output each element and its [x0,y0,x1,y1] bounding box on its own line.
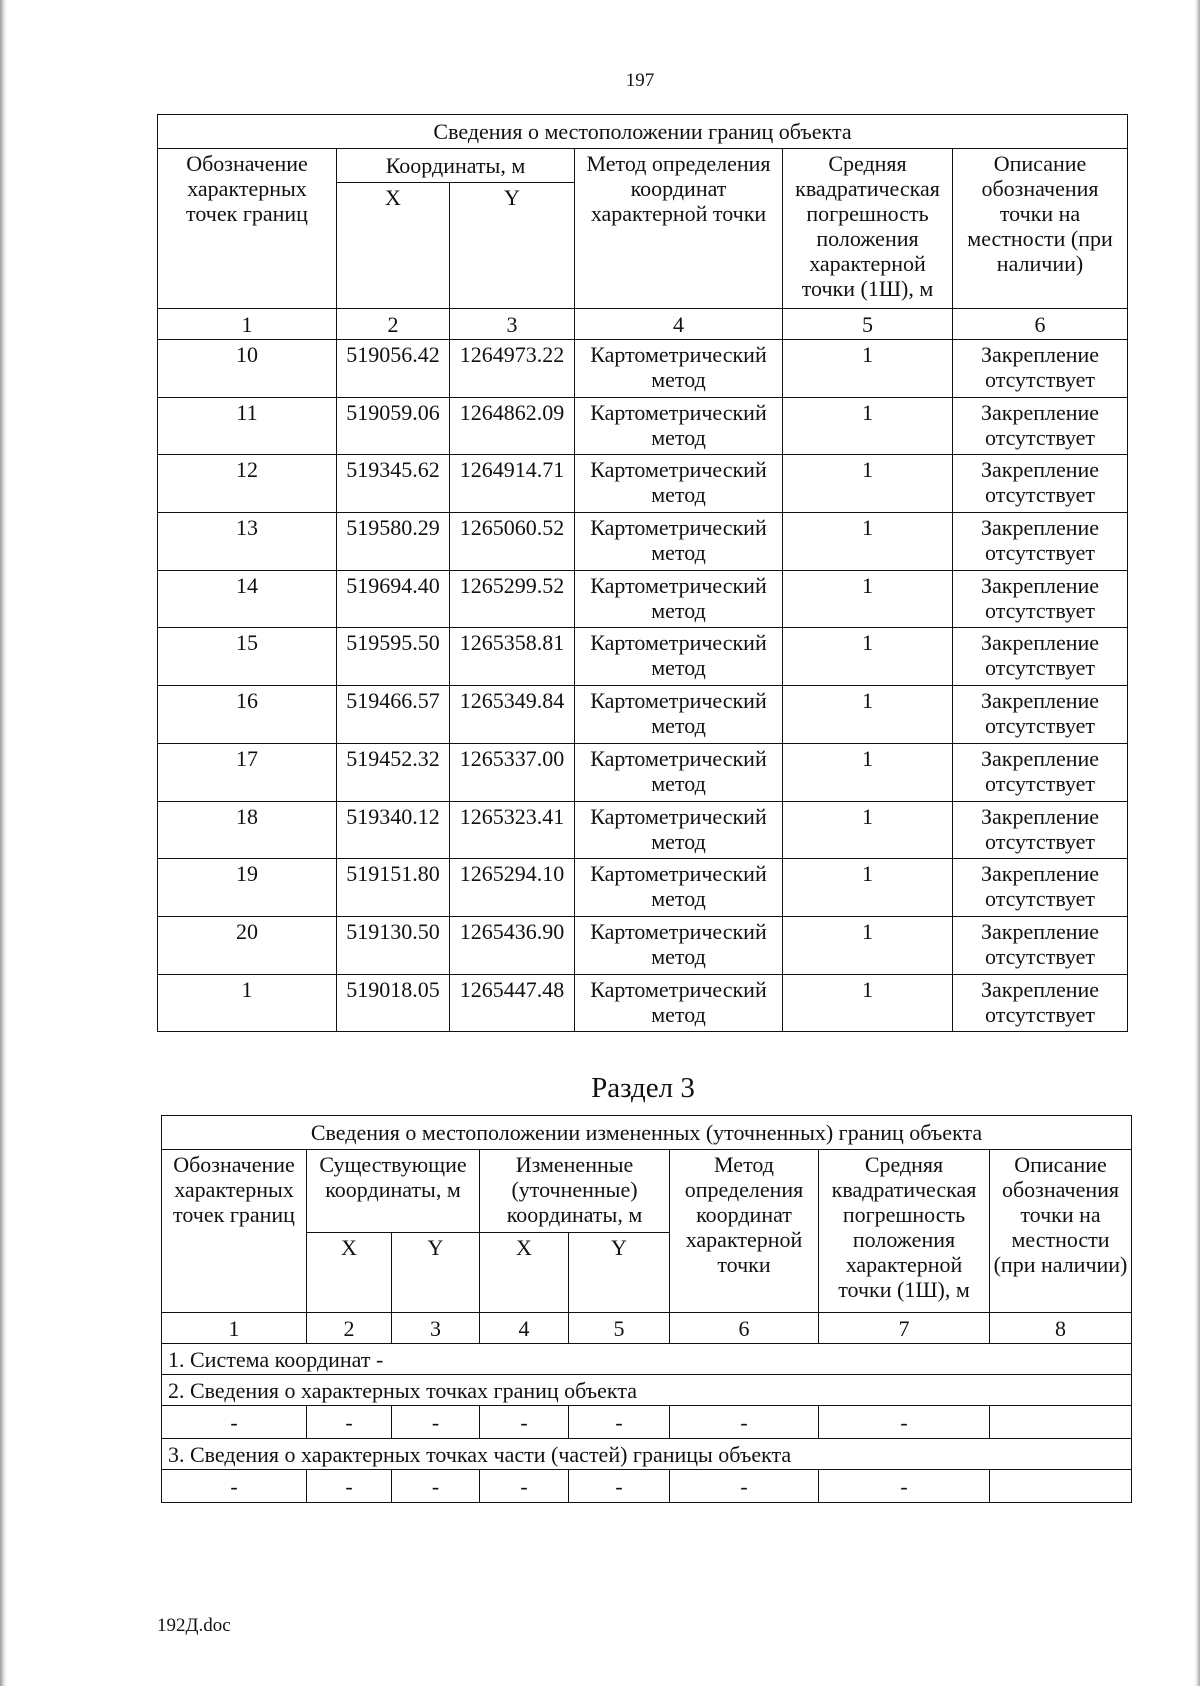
method-cell: Картометрический метод [575,801,783,859]
header-method: Метод определения координат характерной точки [670,1150,819,1313]
method-cell: Картометрический метод [575,974,783,1032]
method-cell: Картометрический метод [575,340,783,398]
table-row [158,570,1128,628]
description-cell: Закрепление отсутствует [953,859,1128,917]
dash-cell: - [480,1406,569,1439]
header-point: Обозначение характерных точек границ [158,149,337,309]
column-number-row [158,309,1128,340]
description-cell: Закрепление отсутствует [953,974,1128,1032]
dash-cell: - [670,1470,819,1503]
point-cell: 15 [158,628,337,686]
method-cell: Картометрический метод [575,916,783,974]
point-cell: 20 [158,916,337,974]
point-cell: 16 [158,686,337,744]
point-cell: 13 [158,513,337,571]
point-cell: 19 [158,859,337,917]
header-x: X [337,183,450,309]
y-cell: 1265323.41 [450,801,575,859]
column-number: 2 [307,1313,392,1344]
description-cell: Закрепление отсутствует [953,513,1128,571]
part-section-row: 3. Сведения о характерных точках части (частей) границы объекта [162,1439,1132,1470]
column-number: 3 [450,309,575,340]
method-cell: Картометрический метод [575,859,783,917]
boundary-location-table [157,114,1128,1032]
dash-cell [990,1470,1132,1503]
header-point: Обозначение характерных точек границ [162,1150,307,1313]
point-cell: 1 [158,974,337,1032]
column-number: 3 [392,1313,480,1344]
point-cell: 11 [158,397,337,455]
table-row [158,974,1128,1032]
x-cell: 519452.32 [337,743,450,801]
points-row [162,1406,1132,1439]
accuracy-cell: 1 [783,628,953,686]
x-cell: 519151.80 [337,859,450,917]
method-cell: Картометрический метод [575,570,783,628]
y-cell: 1265358.81 [450,628,575,686]
table-body [158,340,1128,1032]
header-x: X [480,1233,569,1313]
dash-cell: - [392,1406,480,1439]
dash-cell: - [162,1406,307,1439]
x-cell: 519056.42 [337,340,450,398]
accuracy-cell: 1 [783,513,953,571]
y-cell: 1264914.71 [450,455,575,513]
method-cell: Картометрический метод [575,513,783,571]
description-cell: Закрепление отсутствует [953,628,1128,686]
header-x: X [307,1233,392,1313]
table-row [158,916,1128,974]
table-caption: Сведения о местоположении границ объекта [158,115,1128,149]
accuracy-cell: 1 [783,859,953,917]
accuracy-cell: 1 [783,686,953,744]
table-row [158,743,1128,801]
x-cell: 519345.62 [337,455,450,513]
x-cell: 519130.50 [337,916,450,974]
y-cell: 1264862.09 [450,397,575,455]
description-cell: Закрепление отсутствует [953,340,1128,398]
y-cell: 1265060.52 [450,513,575,571]
x-cell: 519018.05 [337,974,450,1032]
column-number: 8 [990,1313,1132,1344]
header-y: Y [392,1233,480,1313]
section-title: Раздел 3 [591,1072,695,1104]
column-number: 6 [670,1313,819,1344]
point-cell: 10 [158,340,337,398]
table-row [158,513,1128,571]
description-cell: Закрепление отсутствует [953,916,1128,974]
table-row [158,455,1128,513]
coordinate-system-row: 1. Система координат - [162,1344,1132,1375]
column-number: 1 [158,309,337,340]
header-method: Метод определения координат характерной точки [575,149,783,309]
dash-cell: - [162,1470,307,1503]
header-changed-coords: Измененные (уточненные) координаты, м [480,1150,670,1233]
accuracy-cell: 1 [783,916,953,974]
column-number: 1 [162,1313,307,1344]
method-cell: Картометрический метод [575,628,783,686]
accuracy-cell: 1 [783,340,953,398]
table-row [158,340,1128,398]
scan-edge-left [0,0,7,1686]
description-cell: Закрепление отсутствует [953,743,1128,801]
column-number: 4 [575,309,783,340]
dash-cell: - [392,1470,480,1503]
description-cell: Закрепление отсутствует [953,686,1128,744]
description-cell: Закрепление отсутствует [953,570,1128,628]
accuracy-cell: 1 [783,743,953,801]
header-coords: Координаты, м [337,149,575,183]
table-row [158,801,1128,859]
dash-cell: - [569,1406,670,1439]
accuracy-cell: 1 [783,570,953,628]
dash-cell: - [819,1470,990,1503]
column-number-row [162,1313,1132,1344]
description-cell: Закрепление отсутствует [953,455,1128,513]
method-cell: Картометрический метод [575,455,783,513]
footer-doc-name: 192Д.doc [157,1615,231,1636]
header-existing-coords: Существующие координаты, м [307,1150,480,1233]
accuracy-cell: 1 [783,397,953,455]
header-y: Y [450,183,575,309]
table-row [158,686,1128,744]
header-accuracy: Средняя квадратическая погрешность положения характерной точки (1Ш), м [783,149,953,309]
table-row [158,397,1128,455]
column-number: 5 [783,309,953,340]
table-caption: Сведения о местоположении измененных (уточненных) границ объекта [162,1116,1132,1150]
point-cell: 18 [158,801,337,859]
x-cell: 519466.57 [337,686,450,744]
scan-edge-right [1194,0,1200,1686]
accuracy-cell: 1 [783,455,953,513]
column-number: 4 [480,1313,569,1344]
point-cell: 12 [158,455,337,513]
header-description: Описание обозначения точки на местности (при наличии) [953,149,1128,309]
description-cell: Закрепление отсутствует [953,801,1128,859]
header-y: Y [569,1233,670,1313]
dash-cell: - [670,1406,819,1439]
table-row [158,859,1128,917]
dash-cell: - [307,1470,392,1503]
accuracy-cell: 1 [783,974,953,1032]
y-cell: 1265349.84 [450,686,575,744]
method-cell: Картометрический метод [575,397,783,455]
x-cell: 519694.40 [337,570,450,628]
dash-cell: - [307,1406,392,1439]
part-row [162,1470,1132,1503]
point-cell: 14 [158,570,337,628]
y-cell: 1265337.00 [450,743,575,801]
accuracy-cell: 1 [783,801,953,859]
method-cell: Картометрический метод [575,686,783,744]
method-cell: Картометрический метод [575,743,783,801]
column-number: 7 [819,1313,990,1344]
y-cell: 1264973.22 [450,340,575,398]
column-number: 2 [337,309,450,340]
x-cell: 519595.50 [337,628,450,686]
dash-cell: - [480,1470,569,1503]
points-section-row: 2. Сведения о характерных точках границ объекта [162,1375,1132,1406]
header-description: Описание обозначения точки на местности (при наличии) [990,1150,1132,1313]
changed-boundary-table [161,1115,1132,1503]
table-row [158,628,1128,686]
dash-cell [990,1406,1132,1439]
point-cell: 17 [158,743,337,801]
column-number: 5 [569,1313,670,1344]
dash-cell: - [819,1406,990,1439]
y-cell: 1265294.10 [450,859,575,917]
header-accuracy: Средняя квадратическая погрешность положения характерной точки (1Ш), м [819,1150,990,1313]
description-cell: Закрепление отсутствует [953,397,1128,455]
column-number: 6 [953,309,1128,340]
page-number: 197 [625,70,655,91]
dash-cell: - [569,1470,670,1503]
y-cell: 1265436.90 [450,916,575,974]
y-cell: 1265299.52 [450,570,575,628]
y-cell: 1265447.48 [450,974,575,1032]
x-cell: 519059.06 [337,397,450,455]
x-cell: 519580.29 [337,513,450,571]
x-cell: 519340.12 [337,801,450,859]
